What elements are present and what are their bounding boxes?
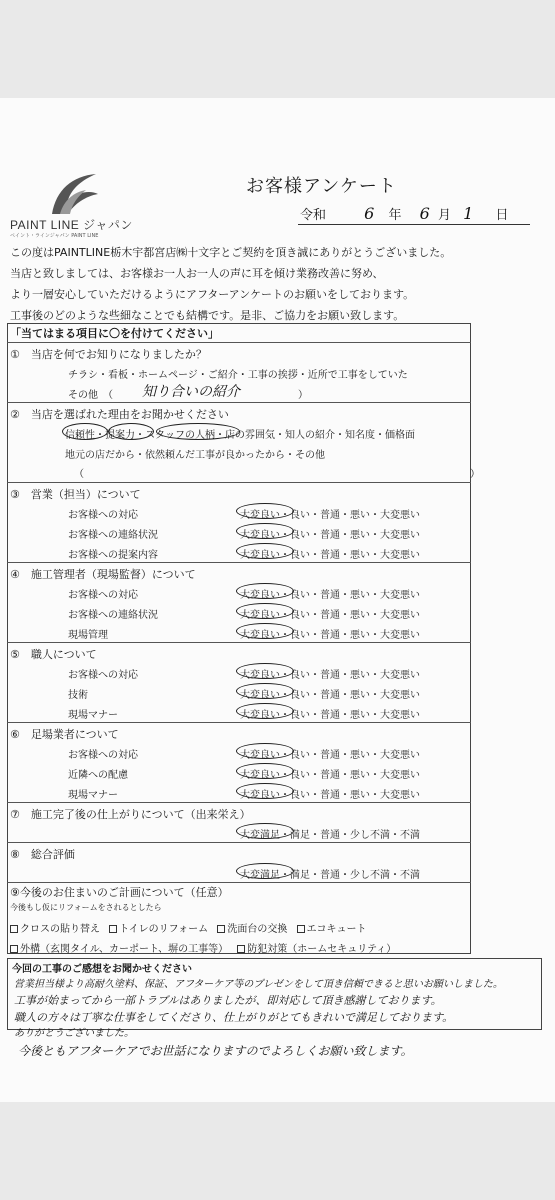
- paint-line-logo: [38, 170, 108, 218]
- rating-scale: 大変良い・良い・普通・悪い・大変悪い: [240, 550, 420, 561]
- q6-item: お客様への対応: [68, 750, 138, 761]
- q2-paren-open: （: [74, 469, 84, 480]
- intro-line: この度はPAINTLINE栃木宇都宮店㈱十文字とご契約を頂き誠にありがとうございました。: [10, 246, 452, 259]
- answer-circle: [236, 823, 294, 839]
- satisfaction-scale: 大変満足・満足・普通・少し不満・不満: [240, 830, 420, 841]
- divider: [7, 482, 471, 483]
- q3-item: お客様への提案内容: [68, 550, 158, 561]
- q3-item: お客様への連絡状況: [68, 530, 158, 541]
- rating-scale: 大変良い・良い・普通・悪い・大変悪い: [240, 510, 420, 521]
- q7-label: ⑦ 施工完了後の仕上がりについて（出来栄え）: [10, 808, 251, 821]
- answer-circle: [62, 423, 108, 440]
- rating-scale: 大変良い・良い・普通・悪い・大変悪い: [240, 630, 420, 641]
- satisfaction-scale: 大変満足・満足・普通・少し不満・不満: [240, 870, 420, 881]
- q5-item: 現場マナー: [68, 710, 118, 721]
- q2-options-1: 信頼性・提案力・スタッフの人柄・店の雰囲気・知人の紹介・知名度・価格面: [65, 430, 415, 441]
- answer-circle: [236, 663, 294, 679]
- checkbox[interactable]: [237, 945, 245, 953]
- q5-label: ⑤ 職人について: [10, 648, 97, 661]
- checkbox[interactable]: [109, 925, 117, 933]
- divider: [7, 842, 471, 843]
- answer-circle: [236, 503, 294, 519]
- date-year: 6: [364, 204, 375, 223]
- checkbox-label: クロスの貼り替え: [20, 924, 100, 935]
- divider: [7, 642, 471, 643]
- rating-scale: 大変良い・良い・普通・悪い・大変悪い: [240, 710, 420, 721]
- q6-label: ⑥ 足場業者について: [10, 728, 119, 741]
- rating-scale: 大変良い・良い・普通・悪い・大変悪い: [240, 530, 420, 541]
- q6-item: 現場マナー: [68, 790, 118, 801]
- rating-scale: 大変良い・良い・普通・悪い・大変悪い: [240, 770, 420, 781]
- rating-scale: 大変良い・良い・普通・悪い・大変悪い: [240, 670, 420, 681]
- comment-line: ありがとうございました。: [14, 1028, 134, 1039]
- comment-line: 営業担当様より高耐久塗料、保証、アフターケア等のプレゼンをして頂き信頼できると思いお願いしました。: [14, 979, 503, 990]
- checkbox[interactable]: [217, 925, 225, 933]
- checkbox-label: 外構（玄関タイル、カーポート、塀の工事等）: [20, 944, 229, 955]
- q9-row-2: [10, 940, 396, 955]
- answer-circle: [236, 703, 294, 719]
- answer-circle: [236, 583, 294, 599]
- date-month-unit: 月: [437, 208, 451, 223]
- divider: [7, 342, 471, 343]
- comment-label: 今回の工事のご感想をお聞かせください: [12, 964, 192, 975]
- q4-label: ④ 施工管理者（現場監督）について: [10, 568, 196, 581]
- logo-tagline: ペイント・ラインジャパン PAINT LINE: [10, 233, 99, 239]
- q5-item: お客様への対応: [68, 670, 138, 681]
- checkbox-label: 洗面台の交換: [227, 924, 288, 935]
- intro-line: 当店と致しましては、お客様お一人お一人の声に耳を傾け業務改善に努め、: [10, 267, 384, 280]
- date-day: 1: [463, 204, 474, 223]
- checkbox-label: エコキュート: [306, 924, 367, 935]
- divider: [7, 722, 471, 723]
- q1-label: ① 当店を何でお知りになりましたか？: [10, 348, 207, 361]
- q4-item: 現場管理: [68, 630, 108, 641]
- rating-scale: 大変良い・良い・普通・悪い・大変悪い: [240, 750, 420, 761]
- q9-note: 今後もし仮にリフォームをされるとしたら: [10, 903, 162, 912]
- divider: [7, 882, 471, 883]
- q5-item: 技術: [68, 690, 88, 701]
- answer-circle: [236, 623, 294, 639]
- q8-label: ⑧ 総合評価: [10, 848, 75, 861]
- checkbox[interactable]: [10, 945, 18, 953]
- rating-scale: 大変良い・良い・普通・悪い・大変悪い: [240, 590, 420, 601]
- instruction: 「当てはまる項目に〇を付けてください」: [10, 327, 219, 340]
- answer-circle: [236, 763, 294, 779]
- answer-circle: [236, 543, 294, 559]
- q2-label: ② 当店を選ばれた理由をお聞かせください: [10, 408, 229, 421]
- q6-item: 近隣への配慮: [68, 770, 128, 781]
- comment-line: 工事が始まってから一部トラブルはありましたが、即対応して頂き感謝しております。: [14, 994, 442, 1007]
- answer-circle: [236, 783, 294, 799]
- comment-line: 今後ともアフターケアでお世話になりますのでよろしくお願い致します。: [18, 1044, 413, 1058]
- q9-label: ⑨今後のお住まいのご計画について（任意）: [10, 886, 229, 899]
- intro-line: 工事後のどのような些細なことでも結構です。是非、ご協力をお願い致します。: [10, 309, 405, 322]
- answer-circle: [236, 683, 294, 699]
- rating-scale: 大変良い・良い・普通・悪い・大変悪い: [240, 610, 420, 621]
- q1-options: チラシ・看板・ホームページ・ご紹介・工事の挨拶・近所で工事をしていた: [68, 370, 408, 381]
- divider: [7, 402, 471, 403]
- q4-item: お客様への対応: [68, 590, 138, 601]
- checkbox-label: 防犯対策（ホームセキュリティ）: [247, 944, 397, 955]
- q1-other-close: ）: [298, 390, 308, 401]
- q1-other-answer: 知り合いの紹介: [142, 384, 240, 400]
- date-era: 令和: [300, 208, 327, 223]
- q3-item: お客様への対応: [68, 510, 138, 521]
- checkbox-label: トイレのリフォーム: [119, 924, 209, 935]
- q4-item: お客様への連絡状況: [68, 610, 158, 621]
- comment-line: 職人の方々は丁寧な仕事をしてくださり、仕上がりがとてもきれいで満足しております。: [14, 1011, 454, 1024]
- rating-scale: 大変良い・良い・普通・悪い・大変悪い: [240, 690, 420, 701]
- page-title: お客様アンケート: [246, 176, 397, 197]
- rating-scale: 大変良い・良い・普通・悪い・大変悪い: [240, 790, 420, 801]
- answer-circle: [236, 523, 294, 539]
- intro-line: より一層安心していただけるようにアフターアンケートのお願いをしております。: [10, 288, 415, 301]
- divider: [7, 562, 471, 563]
- logo-brand: PAINT LINE ジャパン: [10, 218, 133, 232]
- checkbox[interactable]: [297, 925, 305, 933]
- q9-row-1: [10, 920, 367, 935]
- answer-circle: [236, 743, 294, 759]
- date-month: 6: [419, 204, 430, 223]
- answer-circle: [236, 863, 294, 879]
- date-day-unit: 日: [495, 208, 509, 223]
- q2-options-2: 地元の店だから・依然頼んだ工事が良かったから・その他: [65, 450, 325, 461]
- answer-circle: [236, 603, 294, 619]
- checkbox[interactable]: [10, 925, 18, 933]
- answer-circle: [108, 423, 154, 440]
- date-year-unit: 年: [388, 208, 402, 223]
- q3-label: ③ 営業（担当）について: [10, 488, 141, 501]
- date-row: [300, 204, 508, 223]
- divider: [7, 802, 471, 803]
- q2-paren-close: ）: [470, 469, 480, 480]
- q1-other-label: その他 （: [68, 390, 113, 401]
- date-underline: [298, 224, 530, 225]
- answer-circle: [156, 423, 240, 440]
